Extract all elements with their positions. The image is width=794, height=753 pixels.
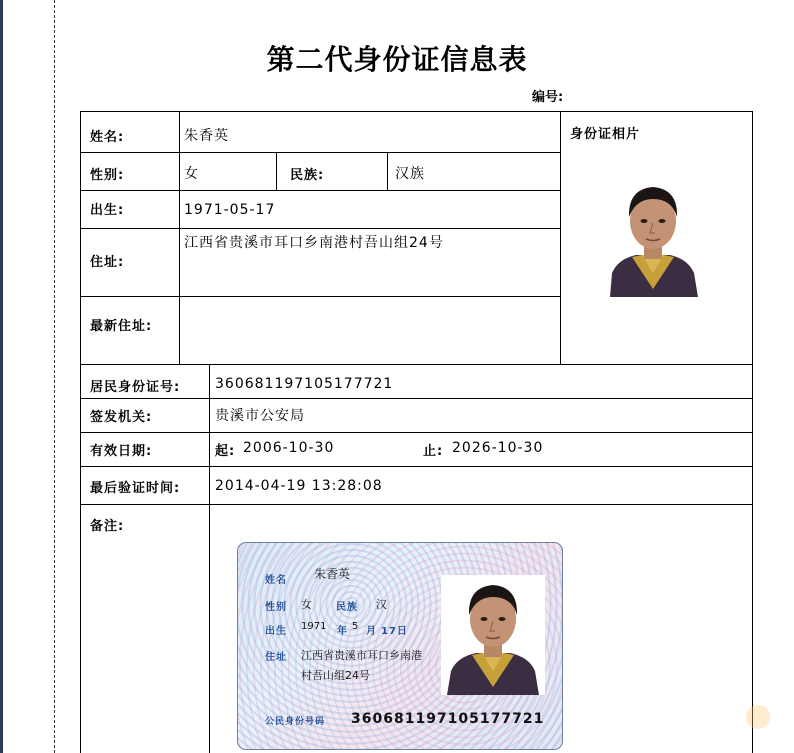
card-number-value: 360681197105177721: [351, 711, 545, 727]
table-border-top: [80, 111, 753, 112]
issuer-label: 签发机关:: [90, 410, 153, 425]
card-number-label: 公民身份号码: [265, 717, 326, 727]
card-birth-month: 5: [352, 621, 359, 632]
card-address-line1: 江西省贵溪市耳口乡南港: [301, 649, 422, 662]
serial-number-label: 编号:: [532, 90, 564, 105]
card-address-label: 住址: [265, 652, 287, 663]
id-number-label: 居民身份证号:: [90, 380, 181, 395]
validity-label: 有效日期:: [90, 444, 153, 459]
valid-to-label: 止:: [423, 444, 444, 459]
row-divider: [80, 364, 753, 365]
row-divider: [80, 504, 753, 505]
card-birth-label: 出生: [265, 626, 287, 637]
name-label: 姓名:: [90, 130, 125, 145]
id-number-value: 360681197105177721: [215, 376, 394, 392]
card-birth-year: 1971: [301, 621, 327, 632]
row-divider: [80, 432, 753, 433]
valid-from-label: 起:: [215, 444, 236, 459]
binding-dash-line: [54, 0, 55, 753]
issuer-value: 贵溪市公安局: [215, 408, 305, 424]
row-divider: [80, 296, 560, 297]
address-value: 江西省贵溪市耳口乡南港村吾山组24号: [184, 235, 444, 251]
card-year-label: 年: [337, 626, 348, 637]
valid-from-value: 2006-10-30: [243, 440, 335, 456]
name-value: 朱香英: [184, 128, 229, 144]
last-verify-value: 2014-04-19 13:28:08: [215, 478, 383, 494]
ethnicity-label: 民族:: [290, 168, 325, 183]
page-title: 第二代身份证信息表: [266, 43, 528, 76]
birth-value: 1971-05-17: [184, 202, 276, 218]
gender-label: 性别:: [90, 168, 125, 183]
birth-label: 出生:: [90, 203, 125, 218]
card-name-value: 朱香英: [314, 567, 351, 581]
card-portrait-image: [441, 575, 545, 695]
card-ethnicity-label: 民族: [336, 602, 358, 613]
portrait-image: [602, 177, 704, 297]
card-ethnicity-value: 汉: [376, 598, 387, 611]
remarks-label: 备注:: [90, 519, 125, 534]
row-divider: [80, 466, 753, 467]
new-address-label: 最新住址:: [90, 319, 153, 334]
photo-label: 身份证相片: [570, 127, 641, 142]
address-label: 住址:: [90, 255, 125, 270]
ethnicity-value: 汉族: [395, 166, 425, 182]
column-divider: [387, 152, 388, 190]
column-divider: [276, 152, 277, 190]
card-gender-value: 女: [301, 598, 312, 611]
card-birth-day: 17日: [381, 626, 408, 637]
left-edge-bar: [0, 0, 3, 753]
column-divider: [209, 364, 210, 753]
watermark-logo-icon: [746, 705, 770, 729]
row-divider: [80, 398, 753, 399]
card-name-label: 姓名: [265, 575, 287, 586]
row-divider: [80, 152, 560, 153]
gender-value: 女: [184, 166, 199, 182]
card-address-line2: 村吾山组24号: [301, 669, 370, 682]
valid-to-value: 2026-10-30: [452, 440, 544, 456]
id-card-image: [237, 542, 563, 750]
row-divider: [80, 190, 560, 191]
last-verify-label: 最后验证时间:: [90, 481, 181, 496]
card-gender-label: 性别: [265, 602, 287, 613]
card-photo: [441, 575, 545, 695]
card-month-label: 月: [366, 626, 377, 637]
column-divider: [179, 111, 180, 364]
id-photo: [602, 177, 704, 297]
column-divider: [560, 111, 561, 364]
row-divider: [80, 228, 560, 229]
